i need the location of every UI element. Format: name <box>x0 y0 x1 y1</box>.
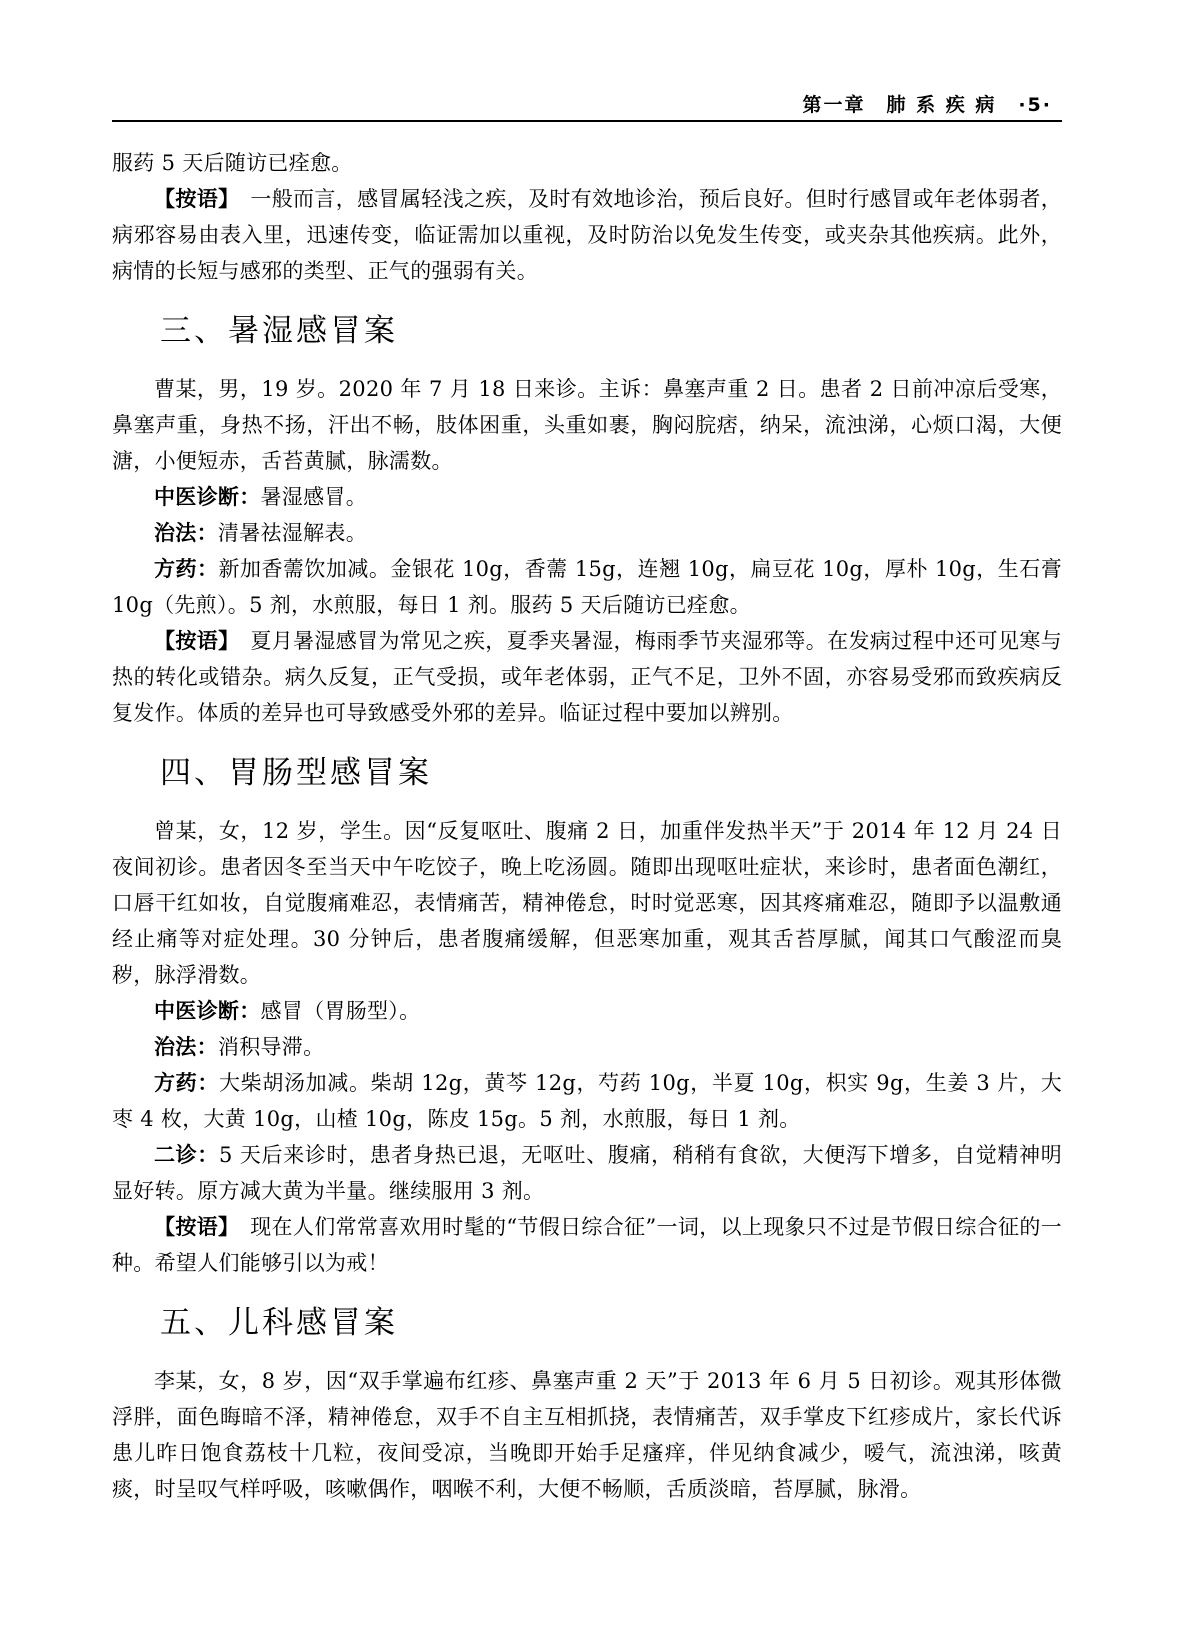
treatment-label: 治法： <box>154 521 218 545</box>
section-4-treatment <box>112 1029 1062 1065</box>
section-5-heading: 五、儿科感冒案 <box>160 1305 398 1341</box>
formula-label: 方药： <box>154 1071 219 1095</box>
section-4-heading: 四、胃肠型感冒案 <box>160 755 432 791</box>
note-label: 【按语】 <box>154 187 229 211</box>
note-text: 夏月暑湿感冒为常见之疾，夏季夹暑湿，梅雨季节夹湿邪等。在发病过程中还可见寒与热的转化或错杂。病久反复，正气受损，或年老体弱，正气不足，卫外不固，亦容易受邪而致疾病反复发作。体质的差异也可导致感受外邪的差异。临证过程中要加以辨别。 <box>112 629 1062 725</box>
section-3-case: 曹某，男，19 岁。2020 年 7 月 18 日来诊。主诉：鼻塞声重 2 日。患者 2 日前冲凉后受寒，鼻塞声重，身热不扬，汗出不畅，肢体困重，头重如裹，胸闷脘痞，纳呆，流浊涕，心烦口渴，大便溏，小便短赤，舌苔黄腻，脉濡数。 <box>112 377 1062 473</box>
treatment-label: 治法： <box>154 1035 218 1059</box>
section-3-formula <box>112 551 1062 623</box>
section-3-heading: 三、暑湿感冒案 <box>160 313 398 349</box>
diagnosis-label: 中医诊断： <box>154 485 261 509</box>
header-right <box>802 90 1052 117</box>
section-4-diagnosis <box>112 993 1062 1029</box>
followup-text: 5 天后来诊时，患者身热已退，无呕吐、腹痛，稍稍有食欲，大便泻下增多，自觉精神明显好转。原方减大黄为半量。继续服用 3 剂。 <box>112 1143 1062 1203</box>
section-3-note <box>112 623 1062 731</box>
running-header <box>112 86 1062 122</box>
section-4-followup <box>112 1137 1062 1209</box>
treatment-text: 消积导滞。 <box>217 1035 325 1059</box>
page-number: ·5· <box>1018 94 1052 116</box>
note-label: 【按语】 <box>154 629 229 653</box>
chapter-title: 第一章 肺 系 疾 病 <box>802 94 997 116</box>
diagnosis-text: 暑湿感冒。 <box>260 485 367 509</box>
intro-line: 服药 5 天后随访已痊愈。 <box>112 151 353 175</box>
section-3-diagnosis <box>112 479 1062 515</box>
formula-text: 大柴胡汤加减。柴胡 12g，黄芩 12g，芍药 10g，半夏 10g，枳实 9g，生姜 3 片，大枣 4 枚，大黄 10g，山楂 10g，陈皮 15g。5 剂，水煎服，每日 1 剂。 <box>112 1071 1063 1131</box>
formula-text: 新加香薷饮加减。金银花 10g，香薷 15g，连翘 10g，扁豆花 10g，厚朴 10g，生石膏 10g（先煎）。5 剂，水煎服，每日 1 剂。服药 5 天后随访已痊愈。 <box>112 557 1062 617</box>
diagnosis-text: 感冒（胃肠型）。 <box>260 999 421 1023</box>
diagnosis-label: 中医诊断： <box>154 999 261 1023</box>
note-text: 现在人们常常喜欢用时髦的“节假日综合征”一词，以上现象只不过是节假日综合征的一种。希望人们能够引以为戒！ <box>112 1215 1062 1275</box>
section-3-treatment <box>112 515 1062 551</box>
intro-note <box>112 181 1062 289</box>
section-4-case: 曾某，女，12 岁，学生。因“反复呕吐、腹痛 2 日，加重伴发热半天”于 2014 年 12 月 24 日夜间初诊。患者因冬至当天中午吃饺子，晚上吃汤圆。随即出现呕吐症状，来诊时，患者面色潮红，口唇干红如妆，自觉腹痛难忍，表情痛苦，精神倦怠，时时觉恶寒，因其疼痛难忍，随即予以温敷通经止痛等对症处理。30 分钟后，患者腹痛缓解，但恶寒加重，观其舌苔厚腻，闻其口气酸涩而臭秽，脉浮滑数。 <box>112 819 1062 987</box>
note-label: 【按语】 <box>154 1215 229 1239</box>
followup-label: 二诊： <box>154 1143 219 1167</box>
page-body <box>112 145 1062 1507</box>
section-4-formula <box>112 1065 1062 1137</box>
note-text: 一般而言，感冒属轻浅之疾，及时有效地诊治，预后良好。但时行感冒或年老体弱者，病邪容易由表入里，迅速传变，临证需加以重视，及时防治以免发生传变，或夹杂其他疾病。此外，病情的长短与感邪的类型、正气的强弱有关。 <box>112 187 1062 283</box>
formula-label: 方药： <box>154 557 219 581</box>
treatment-text: 清暑祛湿解表。 <box>217 521 368 545</box>
section-4-note <box>112 1209 1062 1281</box>
section-5-case: 李某，女，8 岁，因“双手掌遍布红疹、鼻塞声重 2 天”于 2013 年 6 月 5 日初诊。观其形体微浮胖，面色晦暗不泽，精神倦怠，双手不自主互相抓挠，表情痛苦，双手掌皮下红疹成片，家长代诉患儿昨日饱食荔枝十几粒，夜间受凉，当晚即开始手足瘙痒，伴见纳食减少，嗳气，流浊涕，咳黄痰，时呈叹气样呼吸，咳嗽偶作，咽喉不利，大便不畅顺，舌质淡暗，苔厚腻，脉滑。 <box>112 1369 1062 1501</box>
